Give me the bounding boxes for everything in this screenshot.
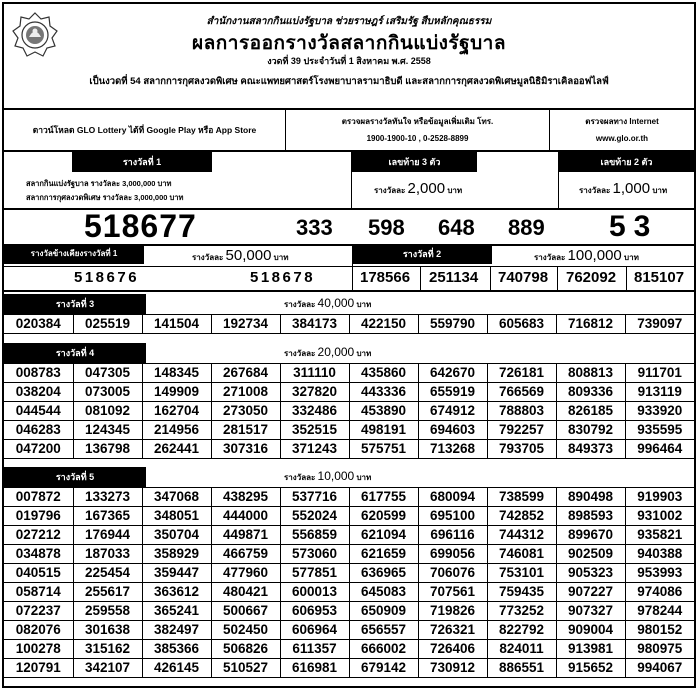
- divider: [626, 266, 627, 290]
- table-row: [4, 640, 694, 659]
- fifth-prize-table: [4, 488, 694, 678]
- prize-number-cell: 822792: [487, 621, 556, 640]
- prize-number-cell: 824011: [487, 640, 556, 659]
- prize-number-cell: 642670: [418, 364, 487, 383]
- prize-number-cell: 008783: [4, 364, 73, 383]
- third-prize-heading: [4, 294, 694, 315]
- prize-number-cell: 444000: [211, 507, 280, 526]
- prize-number-cell: 007872: [4, 488, 73, 507]
- prize-number-cell: 573060: [280, 545, 349, 564]
- last2-amount-unit: บาท: [652, 186, 668, 195]
- prize-number-cell: 606964: [280, 621, 349, 640]
- prize-number-cell: 909004: [556, 621, 625, 640]
- agency-name: สำนักงานสลากกินแบ่งรัฐบาล ช่วยราษฎร์ เสริมรัฐ สืบหลักคุณธรรม: [206, 16, 492, 27]
- third-prize-label: รางวัลที่ 3: [4, 294, 146, 314]
- table-row: [4, 440, 694, 459]
- divider: [4, 266, 694, 267]
- prize-number-cell: 214956: [142, 421, 211, 440]
- table-row: [4, 564, 694, 583]
- third-prize-table: [4, 315, 694, 334]
- prize-number-cell: 621094: [349, 526, 418, 545]
- first-prize-number: 518677: [84, 208, 197, 244]
- third-prize-amount-value: 40,000: [317, 296, 355, 310]
- prize-number-cell: 342107: [73, 659, 142, 678]
- prize-number-cell: 886551: [487, 659, 556, 678]
- front3-number: 889: [508, 215, 545, 240]
- prize-number-cell: 902509: [556, 545, 625, 564]
- prize-number-cell: 073005: [73, 383, 142, 402]
- prize-number-cell: 605683: [487, 315, 556, 334]
- prize-number-cell: 935821: [625, 526, 694, 545]
- near-first-number: 518676: [74, 269, 140, 286]
- prize-number-cell: 742852: [487, 507, 556, 526]
- prize-number-cell: 695100: [418, 507, 487, 526]
- header: [4, 4, 694, 110]
- prize-number-cell: 371243: [280, 440, 349, 459]
- second-prize-amount: [534, 247, 639, 264]
- second-prize-amount-unit: บาท: [624, 253, 639, 262]
- table-row: [4, 507, 694, 526]
- divider: [352, 244, 353, 290]
- fourth-prize-heading: [4, 343, 694, 364]
- prize-number-cell: 716812: [556, 315, 625, 334]
- prize-number-cell: 046283: [4, 421, 73, 440]
- table-row: [4, 383, 694, 402]
- prize-number-cell: 506826: [211, 640, 280, 659]
- prize-number-cell: 044544: [4, 402, 73, 421]
- front3-label: เลขท้าย 3 ตัว: [352, 152, 477, 172]
- fifth-prize-heading: [4, 467, 694, 488]
- prize-number-cell: 081092: [73, 402, 142, 421]
- prize-number-cell: 759435: [487, 583, 556, 602]
- last2-amount-value: 1,000: [612, 180, 651, 197]
- prize-number-cell: 438295: [211, 488, 280, 507]
- prize-number-cell: 898593: [556, 507, 625, 526]
- prize-number-cell: 498191: [349, 421, 418, 440]
- prize-number-cell: 617755: [349, 488, 418, 507]
- download-text: ดาวน์โหลด GLO Lottery ได้ที่ Google Play หรือ App Store: [32, 125, 257, 135]
- prize-number-cell: 385366: [142, 640, 211, 659]
- last2-amount-prefix: รางวัลละ: [579, 186, 611, 195]
- prize-number-cell: 911701: [625, 364, 694, 383]
- prize-number-cell: 830792: [556, 421, 625, 440]
- front3-number: 333: [296, 215, 333, 240]
- prize-number-cell: 559790: [418, 315, 487, 334]
- fifth-prize-label: รางวัลที่ 5: [4, 467, 146, 487]
- prize-number-cell: 980152: [625, 621, 694, 640]
- last2-heading: [559, 150, 694, 208]
- prize-number-cell: 347068: [142, 488, 211, 507]
- prize-number-cell: 281517: [211, 421, 280, 440]
- prize-number-cell: 537716: [280, 488, 349, 507]
- prize-heading-row: [4, 150, 694, 210]
- prize-number-cell: 058714: [4, 583, 73, 602]
- near-first-number: 518678: [250, 269, 316, 286]
- prize-number-cell: 477960: [211, 564, 280, 583]
- table-row: [4, 402, 694, 421]
- prize-number-cell: 674912: [418, 402, 487, 421]
- prize-number-cell: 694603: [418, 421, 487, 440]
- prize-number-cell: 426145: [142, 659, 211, 678]
- third-prize-amount-prefix: รางวัลละ: [284, 300, 316, 309]
- prize-number-cell: 358929: [142, 545, 211, 564]
- prize-number-cell: 913119: [625, 383, 694, 402]
- second-prize-number: 815107: [634, 269, 685, 286]
- prize-number-cell: 933920: [625, 402, 694, 421]
- fifth-prize-amount-prefix: รางวัลละ: [284, 473, 316, 482]
- divider: [557, 266, 558, 290]
- prize-number-cell: 141504: [142, 315, 211, 334]
- prize-number-cell: 645083: [349, 583, 418, 602]
- prize-number-cell: 187033: [73, 545, 142, 564]
- prize-number-cell: 899670: [556, 526, 625, 545]
- front3-number: 598: [368, 215, 405, 240]
- near-first-amount: [192, 247, 289, 264]
- prize-number-cell: 225454: [73, 564, 142, 583]
- prize-number-cell: 726181: [487, 364, 556, 383]
- prize-number-cell: 575751: [349, 440, 418, 459]
- fourth-prize-amount-prefix: รางวัลละ: [284, 349, 316, 358]
- prize-number-cell: 363612: [142, 583, 211, 602]
- prize-number-cell: 606953: [280, 602, 349, 621]
- third-prize-amount-unit: บาท: [356, 300, 372, 309]
- prize-number-cell: 082076: [4, 621, 73, 640]
- prize-number-cell: 510527: [211, 659, 280, 678]
- prize-number-cell: 327820: [280, 383, 349, 402]
- fourth-prize-amount-value: 20,000: [317, 345, 355, 359]
- table-row: [4, 364, 694, 383]
- prize-number-cell: 019796: [4, 507, 73, 526]
- prize-number-cell: 072237: [4, 602, 73, 621]
- prize-number-cell: 953993: [625, 564, 694, 583]
- near-first-amount-prefix: รางวัลละ: [192, 253, 224, 262]
- internet-cell: [550, 108, 694, 150]
- prize-number-cell: 773252: [487, 602, 556, 621]
- fifth-prize-amount-value: 10,000: [317, 469, 355, 483]
- prize-number-cell: 040515: [4, 564, 73, 583]
- prize-number-cell: 124345: [73, 421, 142, 440]
- first-prize-label: รางวัลที่ 1: [72, 152, 212, 172]
- second-prize-number: 251134: [429, 269, 479, 286]
- prize-number-cell: 020384: [4, 315, 73, 334]
- prize-number-cell: 480421: [211, 583, 280, 602]
- second-prize-label: รางวัลที่ 2: [352, 244, 492, 264]
- third-prize-block: [4, 294, 694, 334]
- second-prize-number: 178566: [360, 269, 411, 286]
- prize-number-cell: 267684: [211, 364, 280, 383]
- phone-title: ตรวจผลรางวัลทันใจ หรือข้อมูลเพิ่มเติม โทร.: [341, 117, 494, 126]
- table-row: [4, 659, 694, 678]
- front3-heading: [352, 150, 559, 208]
- front3-number: 648: [438, 215, 475, 240]
- prize-number-cell: 600013: [280, 583, 349, 602]
- front3-amount-prefix: รางวัลละ: [374, 186, 406, 195]
- prize-number-cell: 826185: [556, 402, 625, 421]
- front3-amount: [374, 180, 462, 197]
- prize-number-cell: 435860: [349, 364, 418, 383]
- prize-number-cell: 621659: [349, 545, 418, 564]
- charity-note: เป็นงวดที่ 54 สลากการกุศลงวดพิเศษ คณะแพทยศาสตร์โรงพยาบาลรามาธิบดี และสลากการกุศลงวดพิเศษมูลนิธิมิราเคิลออฟไลฟ์: [89, 76, 609, 87]
- near-first-amount-unit: บาท: [273, 253, 289, 262]
- prize-number-cell: 738599: [487, 488, 556, 507]
- prize-number-cell: 307316: [211, 440, 280, 459]
- first-prize-heading: [4, 150, 352, 208]
- prize-number-cell: 149909: [142, 383, 211, 402]
- prize-number-cell: 746081: [487, 545, 556, 564]
- prize-number-cell: 453890: [349, 402, 418, 421]
- prize-number-cell: 656557: [349, 621, 418, 640]
- fourth-prize-table: [4, 364, 694, 459]
- second-prize-number: 740798: [498, 269, 549, 286]
- prize-number-cell: 616981: [280, 659, 349, 678]
- prize-number-cell: 384173: [280, 315, 349, 334]
- draw-date: งวดที่ 39 ประจำวันที่ 1 สิงหาคม พ.ศ. 2558: [267, 56, 431, 66]
- prize-number-cell: 994067: [625, 659, 694, 678]
- near-first-amount-value: 50,000: [225, 247, 272, 264]
- prize-number-cell: 719826: [418, 602, 487, 621]
- table-row: [4, 621, 694, 640]
- third-prize-amount: [284, 296, 371, 311]
- divider: [420, 266, 421, 290]
- prize-number-cell: 315162: [73, 640, 142, 659]
- prize-number-cell: 753101: [487, 564, 556, 583]
- prize-number-cell: 047200: [4, 440, 73, 459]
- prize-number-cell: 919903: [625, 488, 694, 507]
- table-row: [4, 602, 694, 621]
- prize-number-cell: 792257: [487, 421, 556, 440]
- near-first-label: รางวัลข้างเคียงรางวัลที่ 1: [4, 244, 144, 264]
- prize-number-cell: 025519: [73, 315, 142, 334]
- prize-number-cell: 577851: [280, 564, 349, 583]
- internet-title: ตรวจผลทาง Internet: [585, 117, 659, 126]
- prize-number-cell: 650909: [349, 602, 418, 621]
- prize-number-cell: 931002: [625, 507, 694, 526]
- prize-number-cell: 788803: [487, 402, 556, 421]
- prize-number-cell: 176944: [73, 526, 142, 545]
- prize-number-cell: 809336: [556, 383, 625, 402]
- front3-amount-unit: บาท: [447, 186, 463, 195]
- table-row: [4, 488, 694, 507]
- prize-number-cell: 162704: [142, 402, 211, 421]
- prize-number-cell: 422150: [349, 315, 418, 334]
- table-row: [4, 421, 694, 440]
- download-cell: [4, 108, 286, 150]
- prize-number-cell: 666002: [349, 640, 418, 659]
- phone-cell: [286, 108, 550, 150]
- info-row: [4, 108, 694, 152]
- prize-number-cell: 636965: [349, 564, 418, 583]
- prize-number-cell: 262441: [142, 440, 211, 459]
- prize-number-cell: 680094: [418, 488, 487, 507]
- prize-number-cell: 148345: [142, 364, 211, 383]
- divider: [490, 266, 491, 290]
- phone-numbers: 1900-1900-10 , 0-2528-8899: [366, 134, 469, 143]
- first-prize-lottery-line: สลากกินแบ่งรัฐบาล รางวัลละ 3,000,000 บาท: [26, 179, 172, 188]
- prize-number-cell: 449871: [211, 526, 280, 545]
- prize-number-cell: 273050: [211, 402, 280, 421]
- prize-number-cell: 935595: [625, 421, 694, 440]
- prize-number-cell: 849373: [556, 440, 625, 459]
- prize-number-cell: 696116: [418, 526, 487, 545]
- prize-number-cell: 655919: [418, 383, 487, 402]
- prize-number-cell: 348051: [142, 507, 211, 526]
- prize-number-cell: 500667: [211, 602, 280, 621]
- front3-amount-value: 2,000: [407, 180, 446, 197]
- fourth-prize-amount: [284, 345, 371, 360]
- prize-number-cell: 907327: [556, 602, 625, 621]
- fourth-prize-amount-unit: บาท: [356, 349, 372, 358]
- prize-number-cell: 034878: [4, 545, 73, 564]
- prize-number-cell: 365241: [142, 602, 211, 621]
- prize-number-cell: 808813: [556, 364, 625, 383]
- lottery-result-sheet: [2, 2, 696, 688]
- prize-number-cell: 332486: [280, 402, 349, 421]
- prize-number-cell: 726406: [418, 640, 487, 659]
- prize-number-cell: 913981: [556, 640, 625, 659]
- prize-number-cell: 027212: [4, 526, 73, 545]
- prize-number-cell: 996464: [625, 440, 694, 459]
- prize-number-cell: 707561: [418, 583, 487, 602]
- prize-number-cell: 167365: [73, 507, 142, 526]
- prize-number-cell: 713268: [418, 440, 487, 459]
- prize-number-cell: 255617: [73, 583, 142, 602]
- prize-number-cell: 556859: [280, 526, 349, 545]
- prize-number-cell: 466759: [211, 545, 280, 564]
- prize-number-cell: 766569: [487, 383, 556, 402]
- prize-number-cell: 730912: [418, 659, 487, 678]
- prize-number-cell: 726321: [418, 621, 487, 640]
- last2-label: เลขท้าย 2 ตัว: [559, 152, 694, 172]
- prize-number-cell: 100278: [4, 640, 73, 659]
- prize-number-cell: 301638: [73, 621, 142, 640]
- table-row: [4, 545, 694, 564]
- prize-number-cell: 744312: [487, 526, 556, 545]
- prize-number-cell: 259558: [73, 602, 142, 621]
- prize-number-cell: 699056: [418, 545, 487, 564]
- prize-number-cell: 382497: [142, 621, 211, 640]
- prize-number-cell: 940388: [625, 545, 694, 564]
- prize-number-cell: 739097: [625, 315, 694, 334]
- prize-number-cell: 443336: [349, 383, 418, 402]
- page-title: ผลการออกรางวัลสลากกินแบ่งรัฐบาล: [192, 33, 506, 54]
- prize-number-cell: 905323: [556, 564, 625, 583]
- prize-number-cell: 611357: [280, 640, 349, 659]
- prize-number-cell: 359447: [142, 564, 211, 583]
- table-row: [4, 315, 694, 334]
- prize-number-cell: 502450: [211, 621, 280, 640]
- near-and-second-prize: [4, 244, 694, 292]
- prize-number-cell: 980975: [625, 640, 694, 659]
- prize-number-cell: 706076: [418, 564, 487, 583]
- prize-number-cell: 890498: [556, 488, 625, 507]
- table-row: [4, 583, 694, 602]
- second-prize-number: 762092: [566, 269, 617, 286]
- fifth-prize-amount-unit: บาท: [356, 473, 372, 482]
- last2-amount: [579, 180, 667, 197]
- prize-number-cell: 271008: [211, 383, 280, 402]
- prize-number-cell: 620599: [349, 507, 418, 526]
- second-prize-amount-value: 100,000: [567, 247, 622, 264]
- prize-number-cell: 978244: [625, 602, 694, 621]
- website-link[interactable]: www.glo.or.th: [595, 134, 649, 143]
- prize-number-cell: 907227: [556, 583, 625, 602]
- prize-number-cell: 793705: [487, 440, 556, 459]
- last2-number: 53: [609, 210, 659, 243]
- prize-number-cell: 136798: [73, 440, 142, 459]
- winning-numbers-row: [4, 208, 694, 246]
- prize-number-cell: 038204: [4, 383, 73, 402]
- table-row: [4, 526, 694, 545]
- prize-number-cell: 552024: [280, 507, 349, 526]
- prize-number-cell: 133273: [73, 488, 142, 507]
- prize-number-cell: 120791: [4, 659, 73, 678]
- prize-number-cell: 350704: [142, 526, 211, 545]
- first-prize-charity-line: สลากการกุศลงวดพิเศษ รางวัลละ 3,000,000 บาท: [26, 193, 184, 202]
- prize-number-cell: 915652: [556, 659, 625, 678]
- fourth-prize-block: [4, 343, 694, 459]
- prize-number-cell: 679142: [349, 659, 418, 678]
- prize-number-cell: 047305: [73, 364, 142, 383]
- prize-number-cell: 192734: [211, 315, 280, 334]
- prize-number-cell: 352515: [280, 421, 349, 440]
- fifth-prize-block: [4, 467, 694, 678]
- prize-number-cell: 311110: [280, 364, 349, 383]
- fifth-prize-amount: [284, 469, 371, 484]
- prize-number-cell: 974086: [625, 583, 694, 602]
- fourth-prize-label: รางวัลที่ 4: [4, 343, 146, 363]
- second-prize-amount-prefix: รางวัลละ: [534, 253, 566, 262]
